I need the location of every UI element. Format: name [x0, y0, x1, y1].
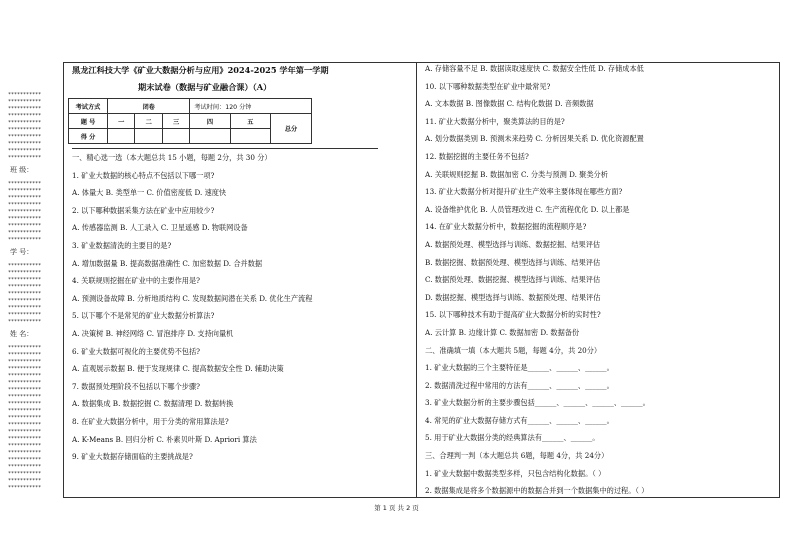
- question-line: A. 存储容量不足 B. 数据读取速度快 C. 数据安全性低 D. 存储成本低: [425, 64, 644, 73]
- section-4: 四: [190, 114, 230, 129]
- score-cell[interactable]: [135, 129, 162, 144]
- question-line: 9. 矿业大数据存储面临的主要挑战是?: [72, 452, 193, 462]
- question-line: 1. 矿业大数据的三个主要特征是______、______、______。: [425, 363, 614, 373]
- binding-dots: *********** *********** *********** *********** *********** *********** *********** *********** ***********: [8, 263, 42, 325]
- question-line: 3. 矿业数据清洗的主要目的是?: [72, 240, 172, 250]
- section-1: 一: [108, 114, 135, 129]
- section-heading: 三、合理判一判（本大题总共 6题，每题 4分，共 24分）: [425, 451, 609, 461]
- question-line: 2. 数据集成是将多个数据源中的数据合并到一个数据集中的过程。（ ）: [425, 486, 649, 496]
- name-field-label: 姓 名：: [10, 330, 34, 338]
- question-line: A. 传感器监测 B. 人工录入 C. 卫星遥感 D. 物联网设备: [72, 223, 248, 233]
- exam-title: 黑龙江科技大学《矿业大数据分析与应用》2024-2025 学年第一学期: [72, 65, 329, 75]
- class-field-label: 班 级：: [10, 166, 34, 174]
- question-line: A. 云计算 B. 边缘计算 C. 数据加密 D. 数据备份: [425, 327, 580, 337]
- question-line: A. 直观展示数据 B. 便于发现规律 C. 提高数据安全性 D. 辅助决策: [72, 364, 284, 374]
- question-line: A. 数据集成 B. 数据挖掘 C. 数据清理 D. 数据转换: [72, 399, 234, 409]
- section-3: 三: [162, 114, 189, 129]
- question-line: 5. 以下哪个不是常见的矿业大数据分析算法?: [72, 311, 215, 321]
- left-question-list: [72, 149, 408, 466]
- exam-time: 考试时间：120 分钟: [190, 99, 312, 114]
- question-line: A. 划分数据类别 B. 预测未来趋势 C. 分析因果关系 D. 优化资源配置: [425, 134, 644, 144]
- right-column: [425, 60, 770, 500]
- score-cell[interactable]: [162, 129, 189, 144]
- binding-dots: *********** *********** *********** *********** *********** *********** *********** *********** *********** *********** *********** *********** *********** *********** *********** *********** *********** *********** *********** *********** ***********: [8, 345, 42, 491]
- question-line: 6. 矿业大数据可视化的主要优势不包括?: [72, 346, 200, 356]
- score-cell[interactable]: [190, 129, 230, 144]
- score-label: 得 分: [69, 129, 108, 144]
- binding-dots: *********** *********** *********** *********** *********** *********** *********** *********** ***********: [8, 181, 42, 243]
- question-line: A. 数据预处理、模型选择与训练、数据挖掘、结果评估: [425, 239, 601, 249]
- score-cell[interactable]: [230, 129, 270, 144]
- question-line: 2. 以下哪种数据采集方法在矿业中应用较少?: [72, 205, 215, 215]
- question-line: A. 文本数据 B. 图像数据 C. 结构化数据 D. 音频数据: [425, 99, 594, 109]
- question-line: 1. 矿业大数据的核心特点不包括以下哪一项?: [72, 170, 215, 180]
- section-5: 五: [230, 114, 270, 129]
- column-divider: [416, 62, 417, 497]
- question-line: 10. 以下哪种数据类型在矿业中最常见?: [425, 81, 551, 91]
- section-2: 二: [135, 114, 162, 129]
- question-line: 4. 常见的矿业大数据存储方式有______、______、______。: [425, 415, 614, 425]
- question-line: A. 体量大 B. 类型单一 C. 价值密度低 D. 速度快: [72, 188, 227, 198]
- question-line: C. 数据预处理、数据挖掘、模型选择与训练、结果评估: [425, 275, 601, 285]
- total-score-label: 总分: [271, 114, 312, 144]
- question-line: A. K-Means B. 回归分析 C. 朴素贝叶斯 D. Apriori 算法: [72, 434, 257, 444]
- binding-margin: [8, 92, 60, 492]
- score-cell[interactable]: [108, 129, 135, 144]
- question-line: D. 数据挖掘、模型选择与训练、数据预处理、结果评估: [425, 292, 601, 302]
- page-footer: 第 1 页 共 2 页: [374, 504, 419, 512]
- question-line: 14. 在矿业大数据分析中，数据挖掘的流程顺序是?: [425, 222, 587, 232]
- question-line: 4. 关联规则挖掘在矿业中的主要作用是?: [72, 276, 200, 286]
- question-line: 7. 数据预处理阶段不包括以下哪个步骤?: [72, 381, 200, 391]
- exam-method-value: 闭卷: [108, 99, 190, 114]
- exam-subtitle: 期末试卷（数据与矿业融合课）（A）: [138, 82, 272, 92]
- student-id-field-label: 学 号：: [10, 248, 34, 256]
- left-column: [72, 60, 408, 466]
- question-number-label: 题 号: [69, 114, 108, 129]
- question-line: A. 决策树 B. 神经网络 C. 冒泡排序 D. 支持向量机: [72, 328, 234, 338]
- question-line: 3. 矿业大数据分析的主要步骤包括______、______、______、______。: [425, 398, 650, 408]
- question-line: 13. 矿业大数据分析对提升矿业生产效率主要体现在哪些方面?: [425, 187, 623, 197]
- question-line: 8. 在矿业大数据分析中，用于分类的常用算法是?: [72, 416, 229, 426]
- score-table: [68, 98, 312, 144]
- question-line: A. 设备维护优化 B. 人员管理改进 C. 生产流程优化 D. 以上都是: [425, 204, 630, 214]
- binding-dots: *********** *********** *********** *********** *********** *********** *********** *********** *********** ***********: [8, 92, 42, 161]
- question-line: A. 预测设备故障 B. 分析地质结构 C. 发现数据间潜在关系 D. 优化生产流程: [72, 293, 313, 303]
- question-line: 11. 矿业大数据分析中，聚类算法的目的是?: [425, 116, 565, 126]
- question-line: 5. 用于矿业大数据分类的经典算法有______、______。: [425, 433, 600, 443]
- question-line: A. 增加数据量 B. 提高数据准确性 C. 加密数据 D. 合并数据: [72, 258, 263, 268]
- question-line: 1. 矿业大数据中数据类型多样，只包含结构化数据。（ ）: [425, 468, 606, 478]
- question-line: A. 关联规则挖掘 B. 数据加密 C. 分类与预测 D. 聚类分析: [425, 169, 608, 179]
- question-line: 一、精心选一选（本大题总共 15 小题，每题 2分，共 30 分）: [72, 153, 272, 162]
- question-line: 12. 数据挖掘的主要任务不包括?: [425, 151, 529, 161]
- question-line: 15. 以下哪种技术有助于提高矿业大数据分析的实时性?: [425, 310, 601, 320]
- question-line: 2. 数据清洗过程中常用的方法有______、______、______。: [425, 380, 614, 390]
- section-heading: 二、准确填一填（本大题共 5题，每题 4分，共 20分）: [425, 345, 602, 355]
- question-line: B. 数据挖掘、数据预处理、模型选择与训练、结果评估: [425, 257, 601, 267]
- exam-method-label: 考试方式: [69, 99, 108, 114]
